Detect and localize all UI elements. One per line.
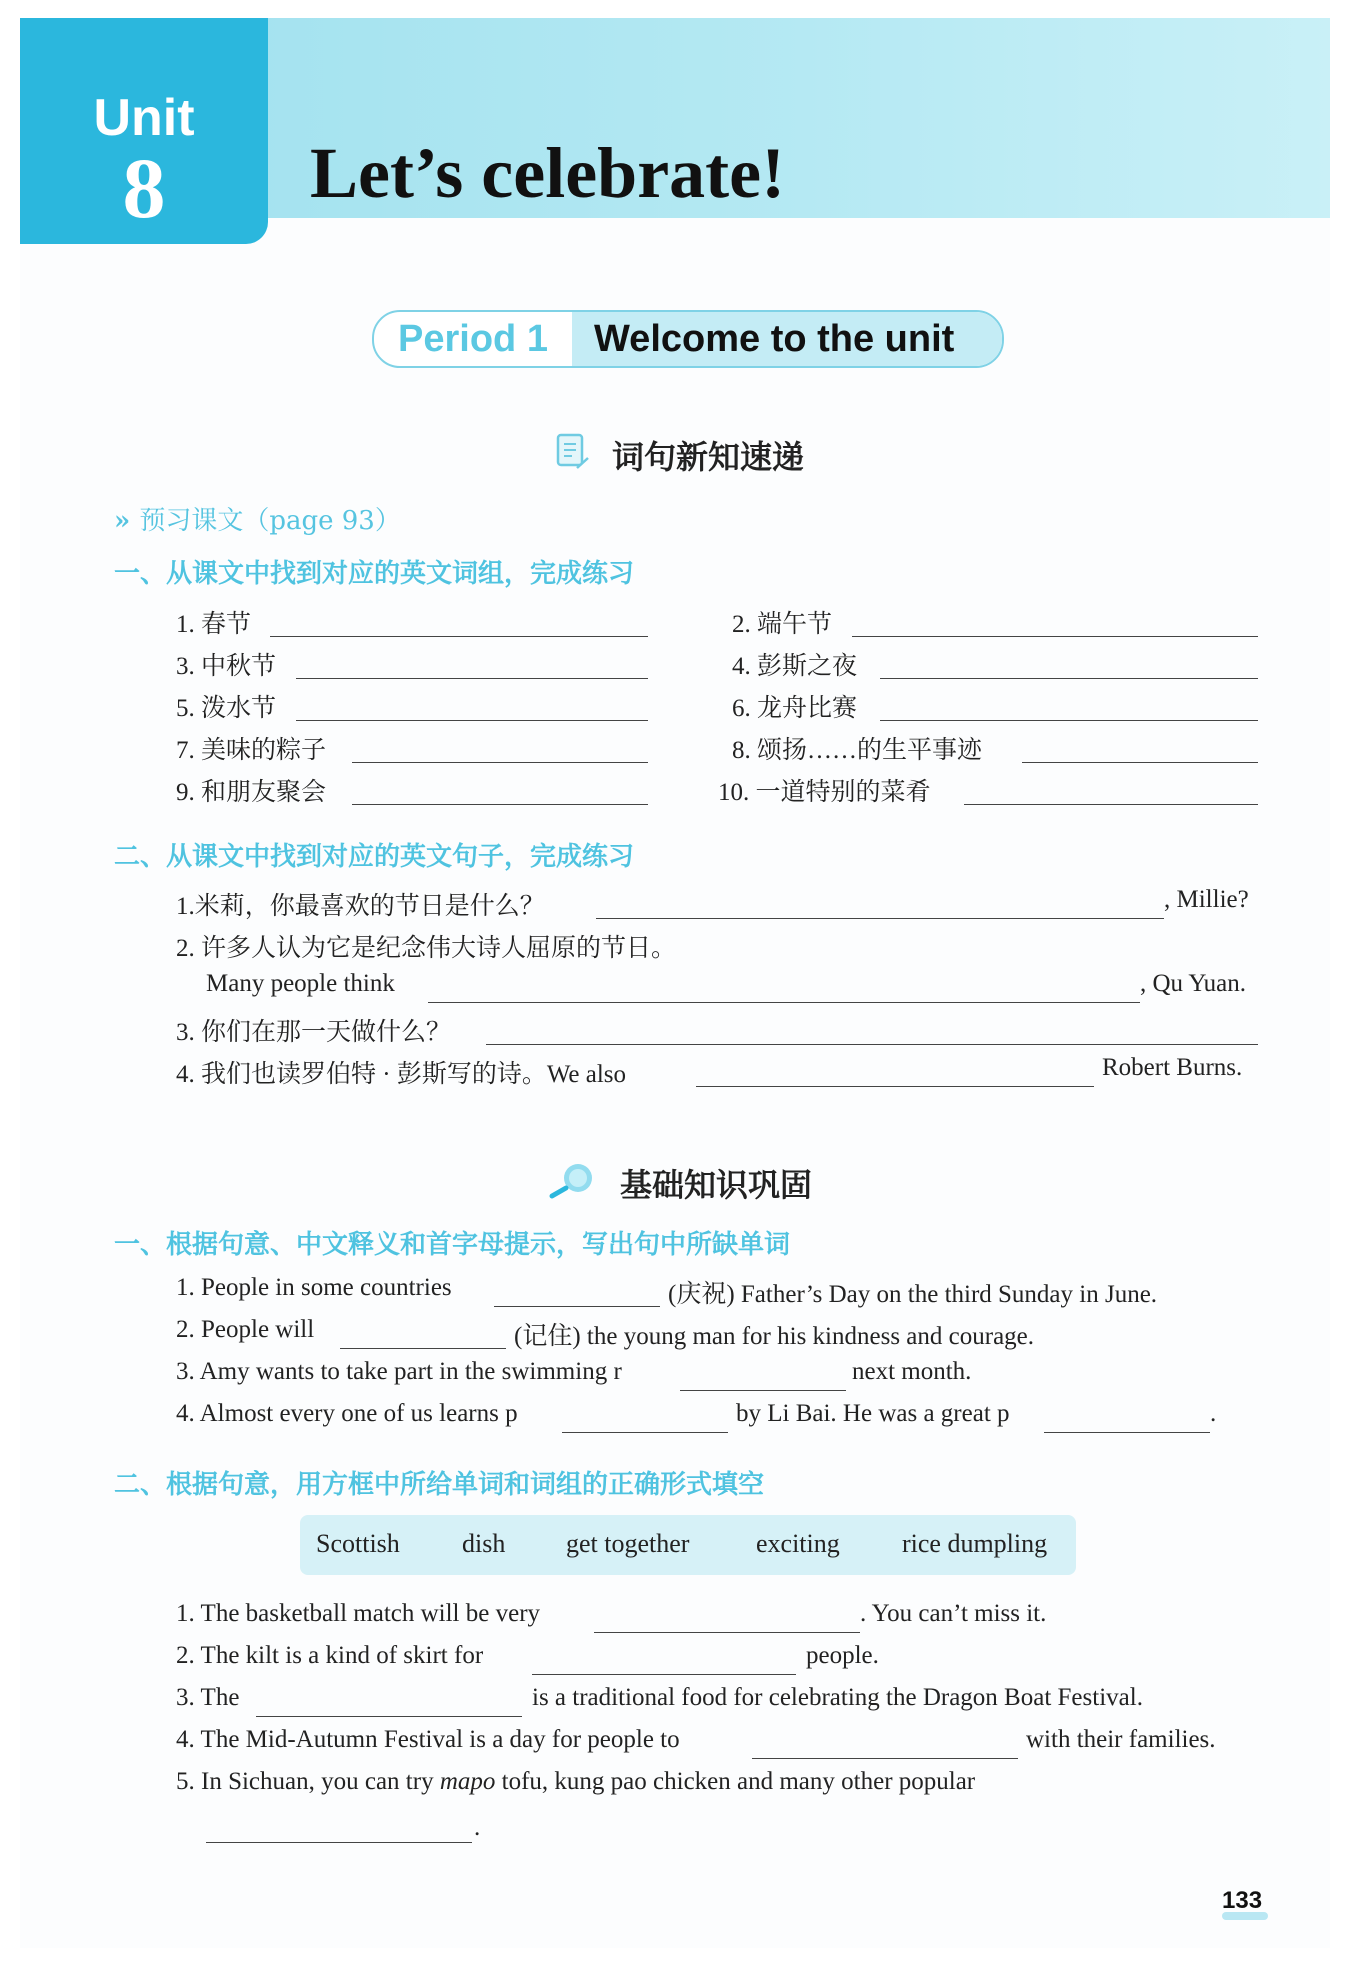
word-bank-item: rice dumpling [902,1529,1048,1558]
preview-link [114,500,401,537]
question-text: . You can’t miss it. [860,1600,1047,1627]
sentence-cn: 1.米莉，你最喜欢的节日是什么？ [176,893,545,920]
vocab-item: 9. 和朋友聚会 [176,779,327,806]
question-text: next month. [852,1358,972,1385]
question-text: . [1210,1400,1217,1427]
vocab-item: 5. 泼水节 [176,695,277,722]
answer-blank[interactable] [256,1716,522,1717]
answer-blank[interactable] [352,804,648,805]
answer-blank[interactable] [696,1086,1094,1087]
question-text-part: 5. In Sichuan, you can try [176,1768,434,1795]
word-bank-item: exciting [756,1529,840,1558]
magnifier-icon [548,1160,596,1200]
sentence-cn: 3. 你们在那一天做什么？ [176,1019,452,1046]
answer-blank[interactable] [880,720,1258,721]
question-text: 2. The kilt is a kind of skirt for [176,1642,484,1669]
section1-partA-heading: 一、从课文中找到对应的英文词组，完成练习 [114,559,635,589]
vocab-item: 8. 颂扬……的生平事迹 [732,737,983,764]
question-text: is a traditional food for celebrating the Dragon Boat Festival. [532,1684,1143,1711]
period-pill [372,310,1004,368]
answer-blank[interactable] [428,1002,1140,1003]
sentence-start: Many people think [206,970,395,997]
question-text: 1. People in some countries [176,1274,452,1301]
answer-blank[interactable] [296,720,648,721]
unit-number: 8 [122,140,166,236]
question-text: 1. The basketball match will be very [176,1600,541,1627]
sentence-cn: 4. 我们也读罗伯特 · 彭斯写的诗。We also [176,1061,627,1088]
unit-title: Let’s celebrate! [310,133,786,213]
vocab-item: 3. 中秋节 [176,653,277,680]
notepad-icon [555,432,591,470]
preview-text: 预习课文（page 93） [139,506,401,536]
vocab-item: 7. 美味的粽子 [176,737,327,764]
sentence-cn: 2. 许多人认为它是纪念伟大诗人屈原的节日。 [176,935,677,962]
answer-blank[interactable] [880,678,1258,679]
answer-blank[interactable] [532,1674,796,1675]
answer-blank[interactable] [562,1432,728,1433]
answer-blank[interactable] [1044,1432,1210,1433]
question-text: 3. The [176,1684,240,1711]
question-text: 4. The Mid-Autumn Festival is a day for people to [176,1726,680,1753]
question-text: with their families. [1026,1726,1216,1753]
word-bank-item: get together [566,1529,690,1558]
word-bank-item: dish [462,1529,506,1558]
question-text: . [474,1814,481,1841]
answer-blank[interactable] [964,804,1258,805]
answer-blank[interactable] [752,1758,1018,1759]
sentence-end: , Qu Yuan. [1140,970,1247,997]
question-text: 4. Almost every one of us learns p [176,1400,518,1427]
vocab-item: 6. 龙舟比赛 [732,695,858,722]
question-text [176,1768,975,1796]
vocab-item: 2. 端午节 [732,611,833,638]
answer-blank[interactable] [1022,762,1258,763]
question-text: 3. Amy wants to take part in the swimming r [176,1358,622,1385]
unit-word: Unit [93,89,195,147]
answer-blank[interactable] [270,636,648,637]
double-chevron-icon: » [114,506,140,536]
period-label: Period 1 [398,318,548,360]
section2-partB-heading: 二、根据句意，用方框中所给单词和词组的正确形式填空 [114,1470,765,1500]
vocab-item: 1. 春节 [176,611,252,638]
answer-blank[interactable] [852,636,1258,637]
word-bank-item: Scottish [316,1529,400,1558]
answer-blank[interactable] [486,1044,1258,1045]
section1-heading: 词句新知速递 [612,438,805,476]
section2-partA-heading: 一、根据句意、中文释义和首字母提示，写出句中所缺单词 [114,1230,791,1260]
answer-blank[interactable] [206,1842,472,1843]
answer-blank[interactable] [340,1348,506,1349]
answer-blank[interactable] [296,678,648,679]
section2-heading: 基础知识巩固 [620,1166,813,1204]
vocab-item: 4. 彭斯之夜 [732,653,858,680]
question-text: 2. People will [176,1316,315,1343]
section1-partB-heading: 二、从课文中找到对应的英文句子，完成练习 [114,842,635,872]
question-text-part: tofu, kung pao chicken and many other popular [501,1768,976,1795]
vocab-item: 10. 一道特别的菜肴 [718,779,931,806]
answer-blank[interactable] [596,918,1164,919]
question-text: (记住) the young man for his kindness and courage. [514,1323,1035,1350]
unit-badge [20,18,268,244]
answer-blank[interactable] [352,762,648,763]
word-bank [300,1515,1076,1575]
question-text: people. [806,1642,879,1669]
answer-blank[interactable] [680,1390,846,1391]
answer-blank[interactable] [594,1632,860,1633]
italic-term: mapo [439,1768,496,1795]
question-text: by Li Bai. He was a great p [736,1400,1010,1427]
sentence-end: , Millie? [1164,886,1249,913]
period-title: Welcome to the unit [572,312,1002,366]
answer-blank[interactable] [494,1306,660,1307]
page-number: 133 [1222,1887,1263,1914]
question-text: (庆祝) Father’s Day on the third Sunday in June. [668,1281,1158,1308]
sentence-end: Robert Burns. [1102,1054,1243,1081]
